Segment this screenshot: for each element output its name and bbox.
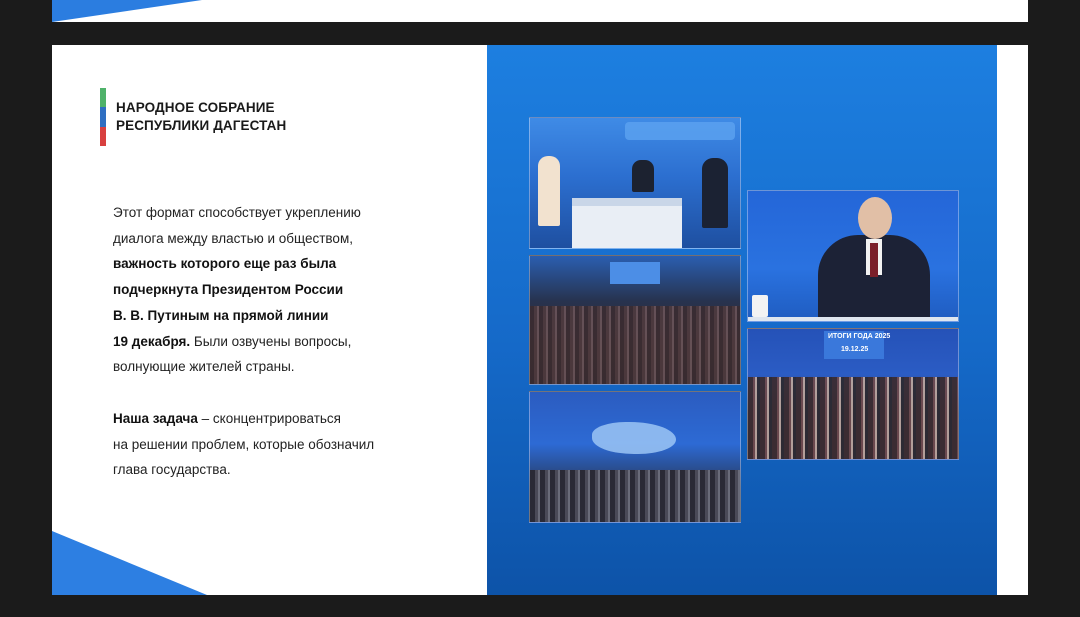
org-title-line2: РЕСПУБЛИКИ ДАГЕСТАН	[116, 118, 287, 133]
text-line: Были озвучены вопросы,	[190, 333, 352, 349]
text-line-bold: Наша задача	[113, 410, 198, 426]
text-line: на решении проблем, которые обозначил	[113, 436, 375, 452]
banner-title: ИТОГИ ГОДА 2025	[828, 333, 891, 340]
press-conference-audience-photo	[747, 328, 959, 460]
dagestan-flag-stripe	[100, 88, 106, 146]
text-line: волнующие жителей страны.	[113, 359, 295, 375]
organization-title	[116, 99, 286, 135]
slide-corner-decoration	[52, 0, 202, 22]
banner-date: 19.12.25	[841, 346, 869, 353]
text-line-bold: В. В. Путиным на прямой линии	[113, 307, 329, 323]
text-line: Этот формат способствует укреплению	[113, 205, 361, 220]
president-speaking-photo	[747, 190, 959, 322]
previous-slide-edge	[52, 0, 1028, 22]
slide-corner-decoration	[52, 531, 207, 595]
slide-body-text	[113, 200, 433, 483]
studio-photo	[529, 117, 741, 249]
org-title-line1: НАРОДНОЕ СОБРАНИЕ	[116, 100, 275, 115]
auditorium-photo	[529, 255, 741, 385]
text-line-bold: 19 декабря.	[113, 333, 191, 349]
text-line: – сконцентрироваться	[197, 410, 341, 426]
slide	[52, 45, 1028, 595]
text-line: диалога между властью и обществом,	[113, 230, 353, 246]
text-line: глава государства.	[113, 462, 231, 478]
text-line-bold: подчеркнута Президентом России	[113, 282, 344, 298]
photo-panel	[487, 45, 997, 595]
text-line-bold: важность которого еще раз была	[113, 256, 337, 272]
press-hall-photo	[529, 391, 741, 523]
